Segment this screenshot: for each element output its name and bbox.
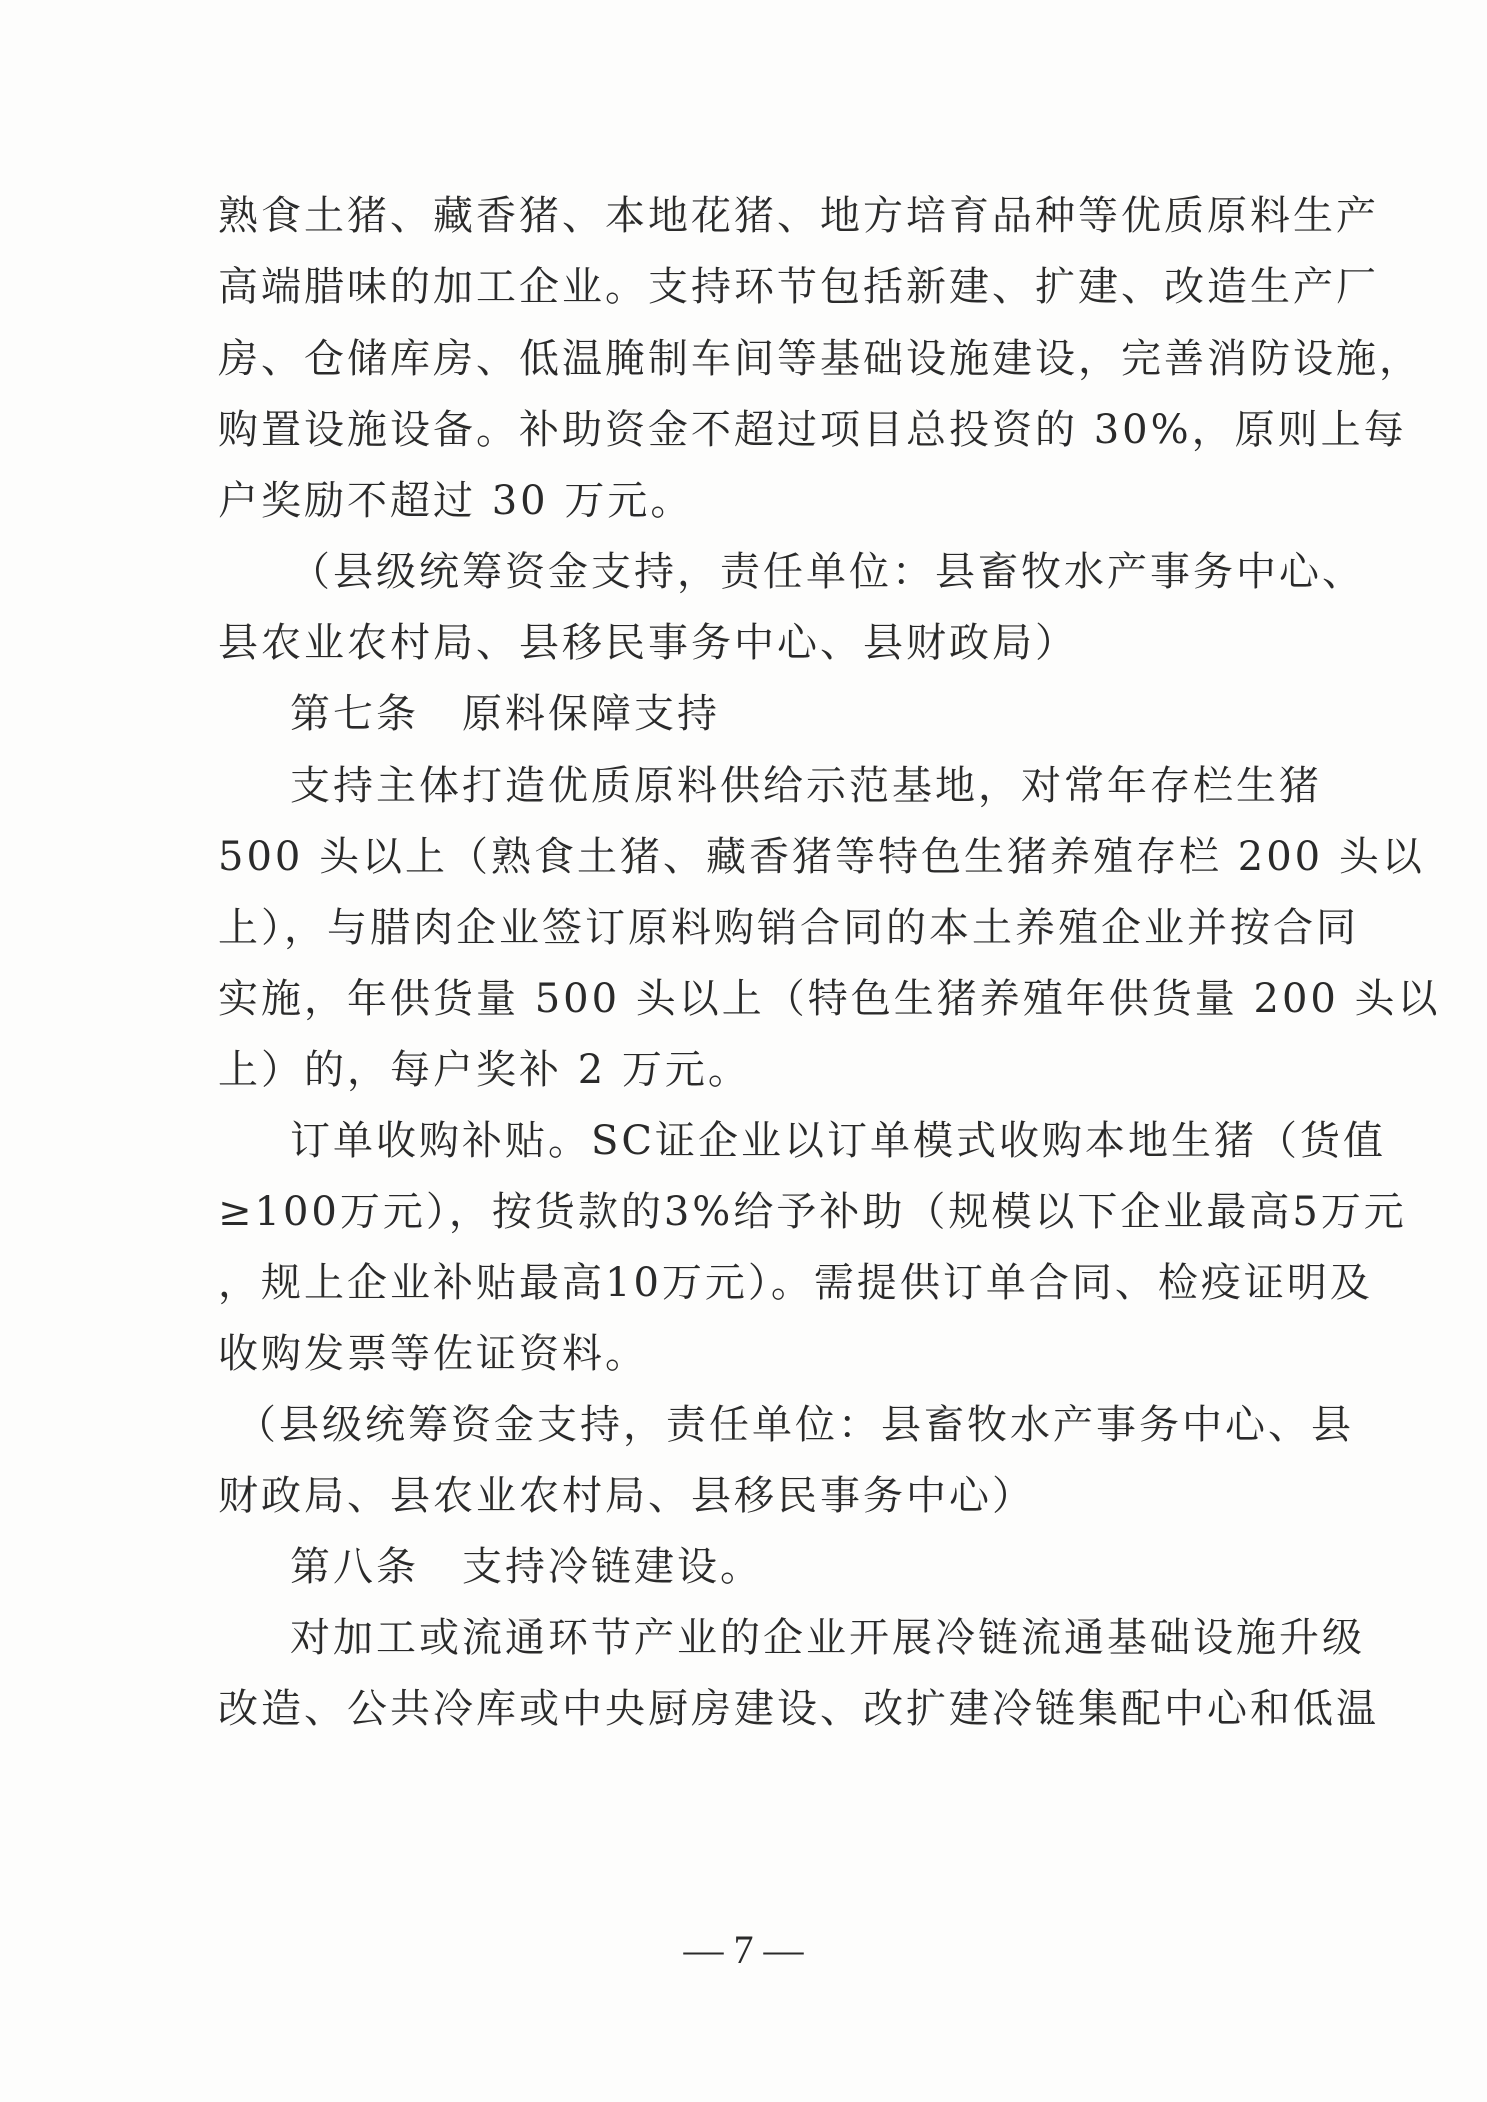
text-line: 支持主体打造优质原料供给示范基地，对常年存栏生猪 <box>290 763 1322 809</box>
text-line: 订单收购补贴。SC证企业以订单模式收购本地生猪（货值 <box>290 1118 1387 1164</box>
text-line: （县级统筹资金支持，责任单位：县畜牧水产事务中心、县 <box>236 1402 1354 1448</box>
text-line: 熟食土猪、藏香猪、本地花猪、地方培育品种等优质原料生产 <box>218 193 1379 239</box>
text-line: 上），与腊肉企业签订原料购销合同的本土养殖企业并按合同 <box>218 905 1359 951</box>
article-heading: 第八条 支持冷链建设。 <box>290 1544 763 1590</box>
text-line: （县级统筹资金支持，责任单位：县畜牧水产事务中心、 <box>290 549 1365 595</box>
text-line: 房、仓储库房、低温腌制车间等基础设施建设，完善消防设施， <box>218 336 1422 382</box>
text-line: 户奖励不超过 30 万元。 <box>218 478 694 524</box>
text-line: 收购发票等佐证资料。 <box>218 1331 648 1377</box>
text-line: 上）的，每户奖补 2 万元。 <box>218 1047 751 1093</box>
text-line: 实施，年供货量 500 头以上（特色生猪养殖年供货量 200 头以 <box>218 976 1441 1022</box>
text-line: 对加工或流通环节产业的企业开展冷链流通基础设施升级 <box>290 1615 1365 1661</box>
article-heading: 第七条 原料保障支持 <box>290 691 720 737</box>
text-line: 高端腊味的加工企业。支持环节包括新建、扩建、改造生产厂 <box>218 264 1379 310</box>
page-number: — 7 — <box>683 1927 804 1972</box>
text-line: 财政局、县农业农村局、县移民事务中心） <box>218 1473 1035 1519</box>
text-line: 改造、公共冷库或中央厨房建设、改扩建冷链集配中心和低温 <box>218 1686 1379 1732</box>
text-line: 500 头以上（熟食土猪、藏香猪等特色生猪养殖存栏 200 头以 <box>218 834 1425 880</box>
text-line: ，规上企业补贴最高10万元）。需提供订单合同、检疫证明及 <box>218 1260 1373 1306</box>
text-line: 购置设施设备。补助资金不超过项目总投资的 30%，原则上每 <box>218 407 1407 453</box>
text-line: 县农业农村局、县移民事务中心、县财政局） <box>218 620 1078 666</box>
text-line: ≥100万元），按货款的3%给予补助（规模以下企业最高5万元 <box>218 1189 1407 1235</box>
